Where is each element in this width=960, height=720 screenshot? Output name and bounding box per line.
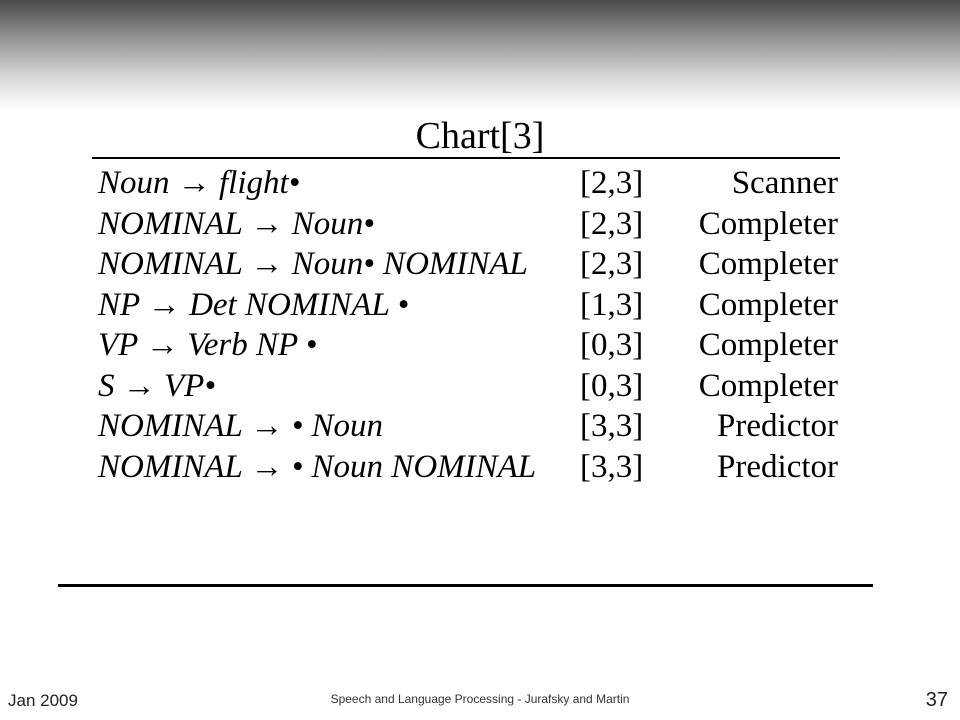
- span-range: [1,3]: [580, 286, 644, 323]
- span-range: [2,3]: [580, 205, 644, 242]
- grammar-rule: VP → Verb NP •: [98, 327, 318, 363]
- grammar-rule: S → VP•: [98, 367, 216, 404]
- operation: Completer: [698, 327, 838, 363]
- chart-row: [98, 325, 838, 366]
- operation: Predictor: [717, 408, 838, 444]
- chart-row: [98, 204, 838, 245]
- slide-number: 37: [925, 689, 948, 711]
- grammar-rule: NOMINAL → Noun•: [98, 205, 375, 242]
- operation: Completer: [698, 367, 838, 404]
- span-range: [3,3]: [580, 408, 644, 444]
- table-top-rule: [92, 157, 840, 159]
- footer-course: Speech and Language Processing - Jurafsky and Martin: [330, 692, 630, 706]
- operation: Predictor: [717, 448, 838, 485]
- chart-table: [98, 163, 838, 487]
- grammar-rule: NOMINAL → Noun• NOMINAL: [98, 246, 528, 282]
- chart-row: [98, 244, 838, 285]
- grammar-rule: NOMINAL → • Noun NOMINAL: [98, 448, 537, 485]
- footer-date: Jan 2009: [8, 691, 78, 710]
- operation: Completer: [698, 205, 838, 242]
- span-range: [2,3]: [580, 246, 644, 282]
- chart-row: [98, 447, 838, 488]
- chart-row: [98, 406, 838, 447]
- chart-row: [98, 285, 838, 326]
- grammar-rule: Noun → flight•: [98, 165, 301, 201]
- chart-row: [98, 163, 838, 204]
- span-range: [0,3]: [580, 367, 644, 404]
- operation: Completer: [698, 246, 838, 282]
- grammar-rule: NOMINAL → • Noun: [98, 408, 384, 444]
- span-range: [2,3]: [580, 165, 644, 201]
- operation: Scanner: [731, 165, 838, 201]
- chart-title: Chart[3]: [415, 115, 545, 157]
- grammar-rule: NP → Det NOMINAL •: [98, 286, 410, 323]
- span-range: [0,3]: [580, 327, 644, 363]
- bottom-rule: [58, 584, 873, 587]
- chart-row: [98, 366, 838, 407]
- operation: Completer: [698, 286, 838, 323]
- span-range: [3,3]: [580, 448, 644, 485]
- header-gradient: [0, 0, 960, 110]
